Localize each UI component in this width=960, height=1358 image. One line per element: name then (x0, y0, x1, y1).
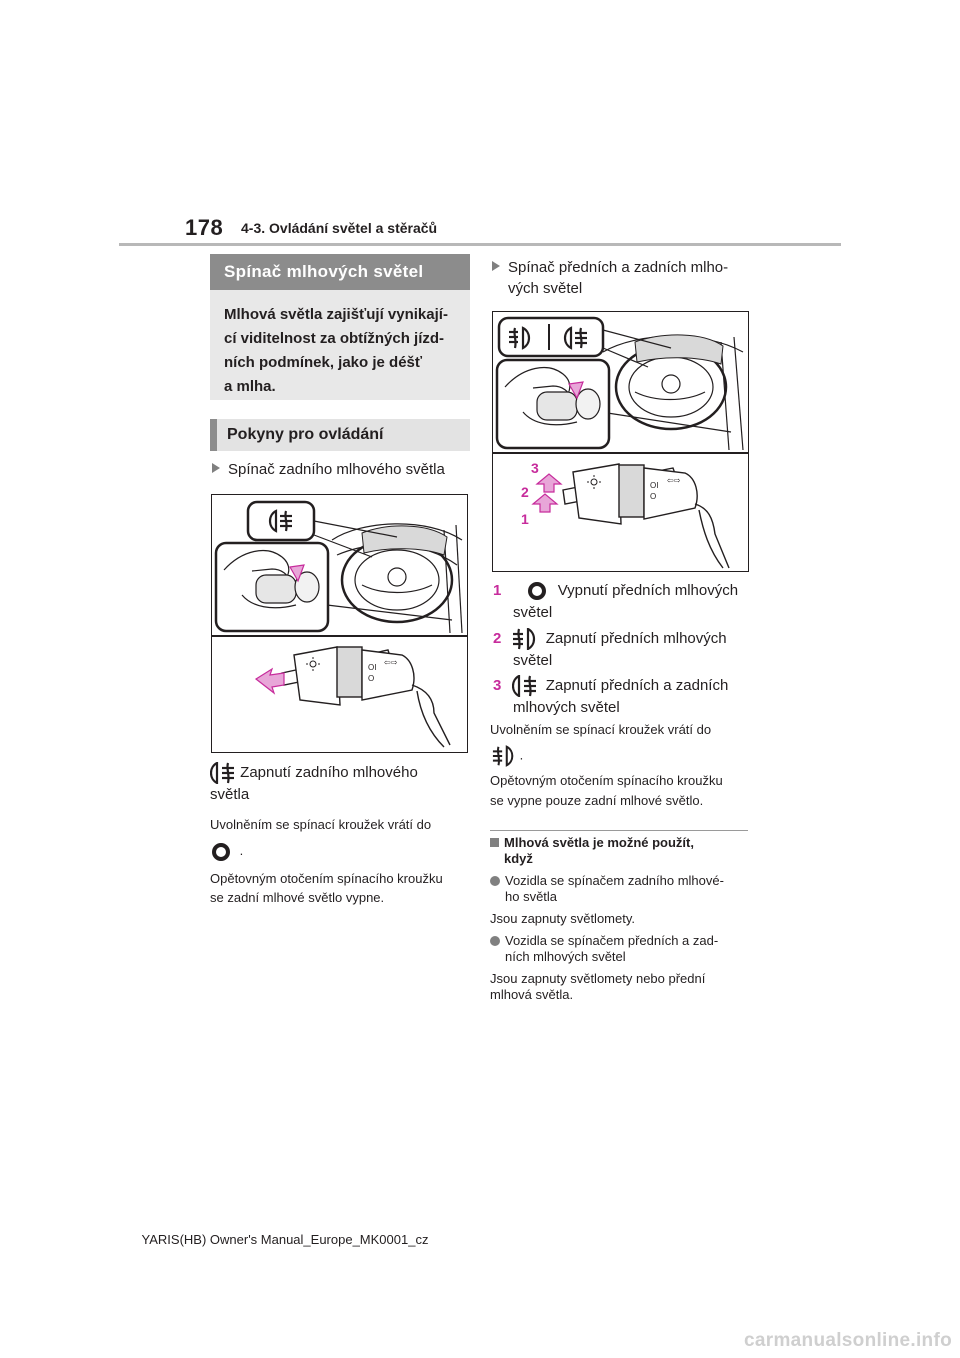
repeat-line2: se zadní mlhové světlo vypne. (210, 890, 385, 905)
rear-fog-switch-illustration (212, 495, 467, 752)
note-item (490, 873, 724, 889)
note-follow: Jsou zapnuty světlomety nebo přední (490, 971, 706, 986)
figure-label-3: 3 (531, 460, 539, 476)
svg-text:⇦⇨: ⇦⇨ (384, 658, 398, 667)
intro-line: a mlha. (224, 378, 276, 395)
watermark: carmanualsonline.info (744, 1330, 952, 1351)
svg-text:OI: OI (650, 481, 659, 490)
item-number: 2 (493, 630, 502, 647)
svg-text:⇦⇨: ⇦⇨ (667, 476, 681, 485)
note-square-icon (490, 838, 499, 847)
item-text-line2: mlhových světel (513, 699, 620, 716)
front-rear-fog-switch-illustration (493, 312, 748, 571)
item-text: Zapnutí předních a zadních (545, 677, 729, 694)
item-text: Zapnutí předních mlhových (545, 630, 727, 647)
item-number: 1 (493, 582, 502, 599)
release-text: Uvolněním se spínací kroužek vrátí do (210, 817, 432, 832)
intro-line: Mlhová světla zajišťují vynikají- (224, 306, 448, 323)
note-item-text: Vozidla se spínačem předních a zad- (505, 933, 719, 948)
note-follow: Jsou zapnuty světlomety. (490, 911, 635, 926)
list-item (493, 675, 728, 697)
caption-line2: světla (210, 786, 250, 803)
note-title-text: Mlhová světla je možné použít, (504, 835, 694, 850)
note-item-line2: ních mlhových světel (505, 949, 626, 964)
intro-line: ních podmínek, jako je déšť (224, 354, 423, 371)
bullet-triangle-icon (492, 261, 500, 271)
repeat-line1: Opětovným otočením spínacího kroužku (210, 871, 443, 886)
item-text-line2: světel (513, 604, 553, 621)
repeat-line1: Opětovným otočením spínacího kroužku (490, 773, 723, 788)
up-arrow-icon (533, 494, 557, 512)
up-arrow-icon (537, 474, 561, 492)
list-item (493, 580, 738, 602)
push-arrow-icon (256, 669, 284, 693)
note-divider (490, 830, 748, 831)
note-bullet-icon (490, 936, 500, 946)
item-number: 3 (493, 677, 502, 694)
note-follow-line2: mlhová světla. (490, 987, 574, 1002)
rear-fog-switch-figure (211, 494, 468, 753)
item-text: Vypnutí předních mlhových (557, 582, 739, 599)
bullet-label-line2: vých světel (508, 280, 583, 297)
footer-text: YARIS(HB) Owner's Manual_Europe_MK0001_cz (141, 1232, 429, 1247)
header-rule (119, 243, 841, 246)
section-banner: Spínač mlhových světel (210, 254, 470, 290)
fog-light-off-icon (526, 580, 548, 602)
front-fog-light-icon (492, 745, 516, 767)
bullet-rear-fog-switch (212, 458, 445, 481)
note-item-text: Vozidla se spínačem zadního mlhové- (505, 873, 724, 888)
bullet-front-rear-fog-switch (492, 256, 728, 279)
list-item (493, 628, 727, 650)
release-icon-line (212, 841, 243, 861)
note-item-line2: ho světla (505, 889, 558, 904)
rear-fog-light-icon (210, 762, 236, 784)
rear-fog-light-icon (512, 675, 538, 697)
front-rear-fog-switch-figure (492, 311, 749, 572)
release-text: Uvolněním se spínací kroužek vrátí do (490, 722, 712, 737)
intro-box (210, 290, 470, 400)
front-fog-light-icon (512, 628, 538, 650)
intro-line: cí viditelnost za obtížných jízd- (224, 330, 445, 347)
bullet-label: Spínač zadního mlhového světla (228, 461, 445, 478)
note-title-line2: když (504, 851, 533, 866)
repeat-line2: se vypne pouze zadní mlhové světlo. (490, 793, 704, 808)
release-end: . (239, 843, 244, 858)
figure-label-1: 1 (521, 511, 529, 527)
page-number: 178 (185, 215, 224, 240)
figure-label-2: 2 (521, 484, 529, 500)
note-title (490, 835, 694, 851)
item-text-line2: světel (513, 652, 553, 669)
release-icon-line (492, 745, 523, 767)
section-title: 4-3. Ovládání světel a stěračů (241, 220, 438, 236)
note-bullet-icon (490, 876, 500, 886)
bullet-triangle-icon (212, 463, 220, 473)
release-end: . (519, 747, 524, 763)
bullet-label: Spínač předních a zadních mlho- (508, 259, 729, 276)
svg-text:O: O (650, 492, 657, 501)
svg-text:O: O (368, 674, 375, 683)
subheading-operation: Pokyny pro ovládání (210, 419, 470, 451)
caption-text: Zapnutí zadního mlhového (240, 764, 418, 781)
note-item (490, 933, 718, 949)
rear-fog-caption (210, 762, 418, 784)
footer (0, 1232, 960, 1247)
svg-text:OI: OI (368, 663, 377, 672)
fog-light-off-icon (212, 843, 230, 861)
